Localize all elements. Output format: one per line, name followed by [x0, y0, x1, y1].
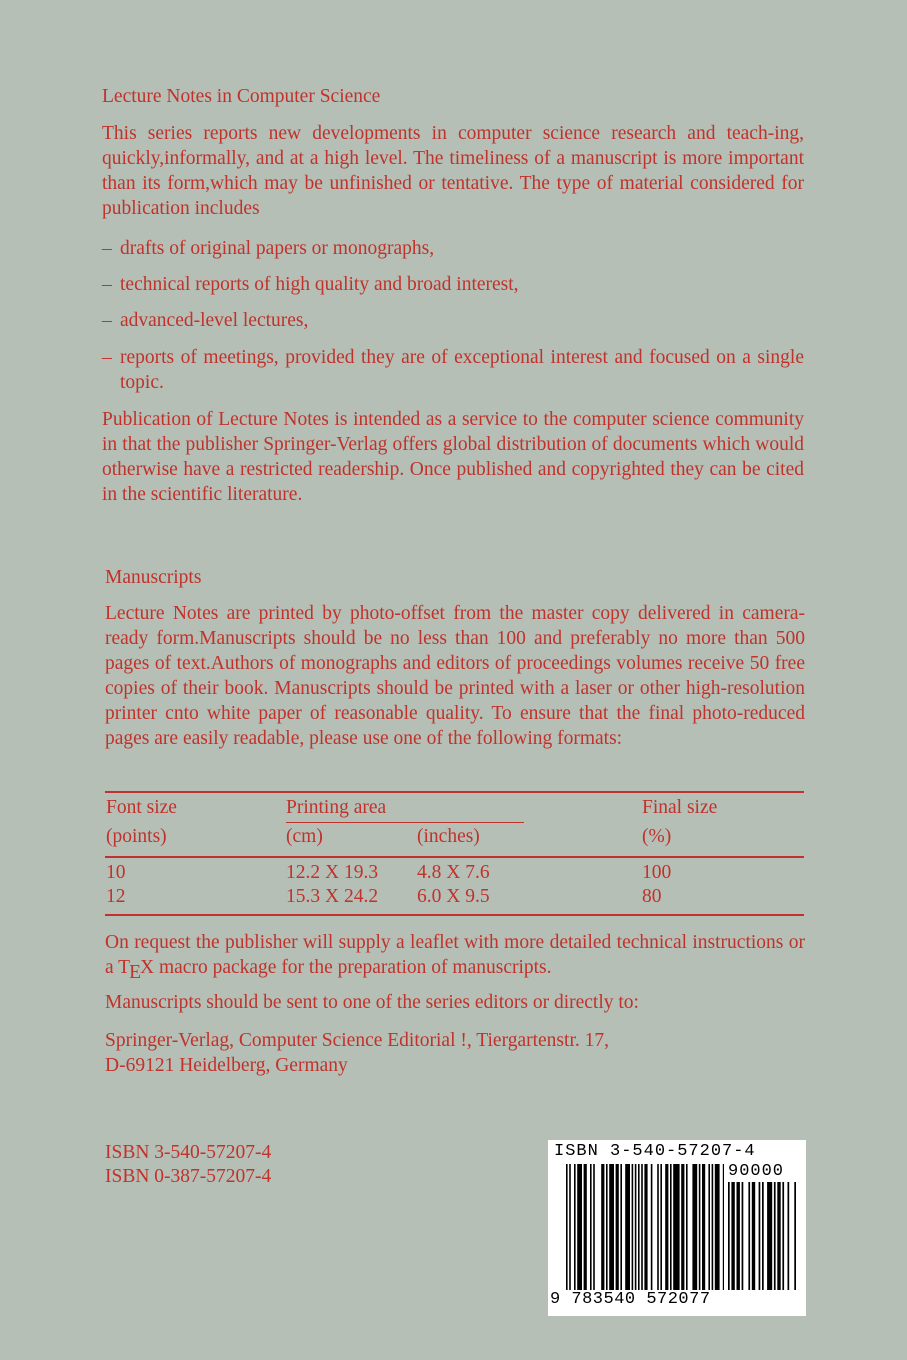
barcode-isbn-text: ISBN 3-540-57207-4 — [554, 1142, 756, 1161]
header-printing-area: Printing area — [286, 797, 387, 818]
barcode-bar — [762, 1182, 764, 1290]
barcode-bar — [728, 1182, 730, 1290]
barcode-bar — [577, 1164, 582, 1290]
bullet-text: advanced-level lectures, — [120, 310, 309, 331]
bullet-text: technical reports of high quality and broad interest, — [120, 274, 519, 295]
request-text-end: X macro package for the preparation of manuscripts. — [140, 957, 552, 978]
cell-cm: 12.2 X 19.3 — [286, 862, 379, 883]
request-text-start: On request the publisher will supply a leaflet with more detailed technical instructions or a T — [105, 932, 805, 978]
barcode-bar — [777, 1182, 780, 1290]
addon-barcode — [728, 1182, 802, 1290]
barcode-addon-digits: 90000 — [728, 1162, 785, 1181]
barcode-bar — [742, 1182, 744, 1290]
barcode-bar — [752, 1182, 755, 1290]
manuscripts-heading: Manuscripts — [105, 567, 202, 588]
header-final-size: Final size — [642, 797, 718, 818]
barcode-bar — [670, 1164, 672, 1290]
header-points: (points) — [106, 826, 167, 847]
list-item — [102, 236, 804, 261]
barcode-bar — [606, 1164, 608, 1290]
table-rule-top — [105, 791, 804, 793]
barcode-bar — [651, 1164, 653, 1290]
send-to-text: Manuscripts should be sent to one of the series editors or directly to: — [105, 992, 639, 1013]
barcode-bar — [635, 1164, 637, 1290]
barcode-bar — [774, 1182, 776, 1290]
barcode-panel — [548, 1140, 806, 1316]
barcode-bar — [702, 1164, 705, 1290]
list-item — [102, 272, 804, 297]
barcode-bar — [686, 1164, 688, 1290]
bullet-dash: – — [102, 310, 112, 331]
barcode-bar — [748, 1182, 750, 1290]
barcode-bar — [715, 1164, 720, 1290]
barcode-bar — [681, 1164, 684, 1290]
barcode-bar — [620, 1164, 622, 1290]
publication-paragraph: Publication of Lecture Notes is intended as a service to the computer science community in that the publisher Springer-Verlag offers global distribution of documents which would otherwise have a restricted readership. Once published and copyrighted they can be cited in the scientific literature. — [102, 409, 804, 505]
barcode-bar — [782, 1182, 784, 1290]
barcode-bar — [566, 1164, 568, 1290]
header-font-size: Font size — [106, 797, 177, 818]
barcode-bar — [737, 1182, 740, 1290]
cell-final: 80 — [642, 886, 662, 907]
barcode-bar — [723, 1164, 724, 1290]
barcode-bar — [632, 1164, 634, 1290]
bullet-dash: – — [102, 274, 112, 295]
barcode-bar — [638, 1164, 640, 1290]
bullet-text: reports of meetings, provided they are of exceptional interest and focused on a single topic. — [120, 347, 804, 393]
barcode-bar — [692, 1164, 697, 1290]
barcode-bar — [625, 1164, 630, 1290]
barcode-bar — [616, 1164, 619, 1290]
tex-logo-e: E — [129, 962, 142, 983]
barcode-bar — [644, 1164, 647, 1290]
list-item — [102, 345, 804, 395]
cell-points: 10 — [106, 862, 126, 883]
header-inches: (inches) — [417, 826, 480, 847]
header-cm: (cm) — [286, 826, 323, 847]
isbn-line-2: ISBN 0-387-57207-4 — [105, 1166, 272, 1187]
bullet-dash: – — [102, 347, 112, 368]
barcode-bar — [708, 1164, 710, 1290]
barcode-bar — [731, 1182, 734, 1290]
barcode-bar — [788, 1182, 790, 1290]
bullet-text: drafts of original papers or monographs, — [120, 238, 435, 259]
barcode-bar — [569, 1164, 571, 1290]
barcode-bar — [601, 1164, 604, 1290]
barcode-bar — [609, 1164, 614, 1290]
barcode-bar — [665, 1164, 668, 1290]
cell-final: 100 — [642, 862, 672, 883]
barcode-bar — [574, 1164, 576, 1290]
barcode-bar — [712, 1164, 714, 1290]
barcode-bar — [759, 1182, 761, 1290]
address-line-1: Springer-Verlag, Computer Science Editorial !, Tiergartenstr. 17, — [105, 1030, 609, 1051]
barcode-bar — [641, 1164, 643, 1290]
bullet-dash: – — [102, 238, 112, 259]
header-percent: (%) — [642, 826, 672, 847]
request-paragraph — [105, 930, 805, 983]
cell-inches: 4.8 X 7.6 — [417, 862, 490, 883]
isbn-line-1: ISBN 3-540-57207-4 — [105, 1142, 272, 1163]
series-title: Lecture Notes in Computer Science — [102, 86, 381, 107]
table-rule-printing-area — [286, 822, 524, 823]
barcode-bar — [673, 1164, 679, 1290]
cell-inches: 6.0 X 9.5 — [417, 886, 490, 907]
manuscripts-paragraph: Lecture Notes are printed by photo-offset from the master copy delivered in camera-ready form.Manuscripts should be no less than 100 and preferably no more than 500 pages of text.Authors of monographs and editors of proceedings volumes receive 50 free copies of their book. Manuscripts should be printed with a laser or other high-resolution printer cnto white paper of reasonable quality. To ensure that the final photo-reduced pages are easily readable, please use one of the following formats: — [105, 603, 805, 749]
cell-points: 12 — [106, 886, 126, 907]
barcode-bar — [584, 1164, 587, 1290]
series-intro-paragraph: This series reports new developments in computer science research and teach-ing, quickly,informally, and at a high level. The timeliness of a manuscript is more important than its form,which may be unfinished or tentative. The type of material considered for publication includes — [102, 123, 804, 219]
barcode-bar — [794, 1182, 796, 1290]
address-line-2: D-69121 Heidelberg, Germany — [105, 1055, 348, 1076]
table-rule-mid — [105, 856, 804, 858]
ean-barcode — [566, 1164, 724, 1290]
barcode-ean-digits: 9 783540 572077 — [550, 1290, 711, 1309]
barcode-bar — [590, 1164, 592, 1290]
barcode-bar — [699, 1164, 701, 1290]
list-item — [102, 308, 804, 333]
cell-cm: 15.3 X 24.2 — [286, 886, 379, 907]
barcode-bar — [767, 1182, 772, 1290]
barcode-bar — [660, 1164, 662, 1290]
table-rule-bottom — [105, 914, 804, 916]
barcode-bar — [657, 1164, 659, 1290]
barcode-bar — [593, 1164, 595, 1290]
